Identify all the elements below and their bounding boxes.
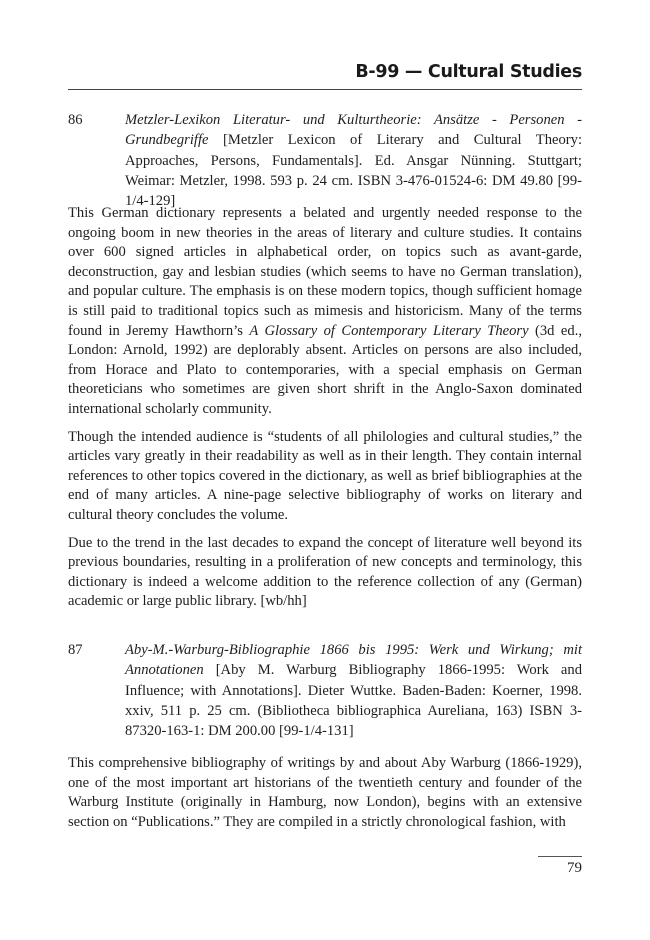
running-header: B-99 — Cultural Studies: [355, 62, 582, 82]
entry-87-citation: [68, 640, 582, 741]
citation-details: [Metzler Lexicon of Literary and Cultural Theory: Approaches, Persons, Fundamentals]. Ed. Ansgar Nünning. Stuttgart; Weimar: Metzler, 1998. 593 p. 24 cm. ISBN 3-476-01524-6: DM 49.80 [99-1/4-129]: [125, 132, 582, 210]
review-paragraph: This comprehensive bibliography of writings by and about Aby Warburg (1866-1929), one of the most important art historians of the twentieth century and founder of the Warburg Institute (originally in Hamburg, now London), begins with an extensive section on “Publications.” They are compiled in a strictly chronological fashion, with: [68, 755, 582, 830]
entry-86-review: [68, 204, 582, 620]
page-number: 79: [567, 860, 582, 876]
paragraph-text: (3d ed., London: Arnold, 1992) are deplorably absent. Articles on persons are also included, from Horace and Plato to contemporaries, with a special emphasis on German theoreticians who sometimes are given short shrift in the Anglo-Saxon dominated international scholarly community.: [68, 322, 582, 417]
entry-87-review: [68, 754, 582, 840]
citation-title: Aby-M.-Warburg-Bibliographie 1866 bis 1995: Werk und Wirkung; mit Annotationen: [125, 642, 582, 679]
footer-rule: [538, 856, 582, 857]
entry-86-citation: [68, 110, 582, 211]
citation-text: [125, 640, 582, 741]
header-rule: [68, 89, 582, 90]
paragraph-text: This German dictionary represents a belated and urgently needed response to the ongoing boom in new theories in the areas of literary and culture studies. It contains over 600 signed articles in alphabetical order, on topics such as avant-garde, deconstruction, gay and lesbian studies (which seems to have no German translation), and popular culture. The emphasis is on these modern topics, though sufficient homage is still paid to traditional topics such as mimesis and historicism. Many of the terms found in Jeremy Hawthorn’s: [68, 205, 582, 339]
citation-details: [Aby M. Warburg Bibliography 1866-1995: Work and Influence; with Annotations]. Dieter Wuttke. Baden-Baden: Koerner, 1998. xxiv, 511 p. 25 cm. (Bibliotheca bibliographica Aureliana, 163) ISBN 3-87320-163-1: DM 200.00 [99-1/4-131]: [125, 662, 582, 740]
entry-number: 87: [68, 642, 83, 658]
entry-number: 86: [68, 112, 83, 128]
citation-text: [125, 110, 582, 211]
cited-title: A Glossary of Contemporary Literary Theory: [249, 322, 529, 339]
review-paragraph: Though the intended audience is “students of all philologies and cultural studies,” the articles vary greatly in their readability as well as in their length. They contain internal references to other topics covered in the dictionary, as well as brief bibliographies at the end of many articles. A nine-page selective bibliography of works on literary and cultural theory concludes the volume.: [68, 428, 582, 523]
review-paragraph: [68, 204, 582, 420]
review-paragraph: Due to the trend in the last decades to expand the concept of literature well beyond its previous boundaries, resulting in a proliferation of new concepts and terminology, this dictionary is indeed a welcome addition to the reference collection of any (German) academic or large public library. [wb/hh]: [68, 534, 582, 610]
citation-title: Metzler-Lexikon Literatur- und Kulturtheorie: Ansätze - Personen - Grundbegriffe: [125, 112, 582, 149]
